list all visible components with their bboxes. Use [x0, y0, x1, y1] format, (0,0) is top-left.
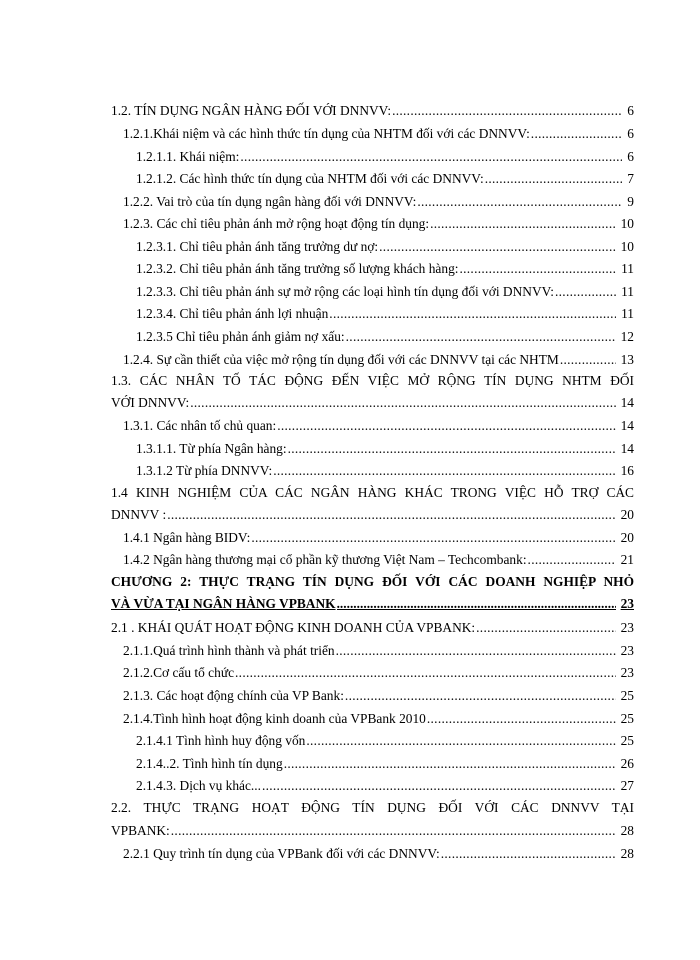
toc-entry[interactable]: [123, 126, 634, 142]
toc-entry-title: 1.2.3.4. Chỉ tiêu phản ánh lợi nhuận: [136, 306, 329, 321]
toc-entry-title: 2.1.1.Quá trình hình thành và phát triển: [123, 643, 335, 658]
toc-entry-title: 2.1.4.Tình hình hoạt động kinh doanh của VPBank 2010: [123, 711, 426, 726]
toc-entry[interactable]: [123, 418, 634, 434]
toc-entry-page: 6: [627, 103, 634, 118]
toc-entry[interactable]: [123, 846, 634, 862]
toc-entry[interactable]: [136, 239, 634, 255]
toc-entry[interactable]: [111, 823, 634, 839]
toc-entry-page: 6: [627, 149, 634, 164]
toc-entry-page: 11: [621, 306, 634, 321]
toc-entry-title: 1.2.3.2. Chỉ tiêu phản ánh tăng trưởng số lượng khách hàng:: [136, 261, 459, 276]
toc-entry[interactable]: [123, 530, 634, 546]
toc-entry[interactable]: [136, 306, 634, 322]
toc-entry-title: VÀ VỪA TẠI NGÂN HÀNG VPBANK: [111, 596, 336, 611]
toc-entry-title: 1.2.3.5 Chỉ tiêu phản ánh giảm nợ xấu:: [136, 329, 345, 344]
toc-entry[interactable]: [123, 216, 634, 232]
toc-entry-title-line1[interactable]: 1.3. CÁC NHÂN TỐ TÁC ĐỘNG ĐẾN VIỆC MỞ RỘNG TÍN DỤNG NHTM ĐỐI: [111, 373, 634, 388]
toc-entry-page: 11: [621, 261, 634, 276]
toc-entry-title: VỚI DNNVV:: [111, 395, 190, 410]
toc-entry-title: 1.2.2. Vai trò của tín dụng ngân hàng đối với DNNVV:: [123, 194, 417, 209]
toc-entry-title: 2.2.1 Quy trình tín dụng của VPBank đối với các DNNVV:: [123, 846, 440, 861]
toc-entry-title: 2.1.3. Các hoạt động chính của VP Bank:: [123, 688, 344, 703]
toc-entry[interactable]: [136, 329, 634, 345]
toc-entry[interactable]: [136, 171, 634, 187]
toc-entry[interactable]: [111, 620, 634, 636]
toc-entry-title: 1.2.1.Khái niệm và các hình thức tín dụng của NHTM đối với các DNNVV:: [123, 126, 530, 141]
toc-entry-page: 23: [620, 596, 634, 611]
toc-entry-title: 1.3.1.2 Từ phía DNNVV:: [136, 463, 273, 478]
toc-entry[interactable]: [123, 688, 634, 704]
toc-entry[interactable]: [111, 395, 634, 411]
toc-entry[interactable]: [111, 507, 634, 523]
toc-entry[interactable]: [123, 552, 634, 568]
toc-entry-title: 1.2.1.2. Các hình thức tín dụng của NHTM đối với các DNNVV:: [136, 171, 484, 186]
toc-entry[interactable]: [136, 778, 634, 794]
toc-entry[interactable]: [136, 733, 634, 749]
toc-entry-title: VPBANK:: [111, 823, 170, 838]
toc-entry-page: 25: [620, 688, 634, 703]
toc-entry[interactable]: [136, 284, 634, 300]
toc-entry[interactable]: [111, 103, 634, 119]
toc-entry-page: 11: [621, 284, 634, 299]
toc-entry-page: 9: [627, 194, 634, 209]
toc-entry-title-line1[interactable]: 2.2. THỰC TRẠNG HOẠT ĐỘNG TÍN DỤNG ĐỐI VỚI CÁC DNNVV TẠI: [111, 800, 634, 815]
toc-entry[interactable]: [136, 756, 634, 772]
toc-entry-title: 1.2.4. Sự cần thiết của việc mở rộng tín dụng đối với các DNNVV tại các NHTM: [123, 352, 559, 367]
toc-entry[interactable]: [123, 665, 634, 681]
toc-entry-title: DNNVV :: [111, 507, 167, 522]
toc-entry-page: 12: [620, 329, 634, 344]
chapter-heading-entry[interactable]: [111, 596, 634, 612]
toc-entry-title: 1.4.2 Ngân hàng thương mại cổ phần kỹ thương Việt Nam – Techcombank:: [123, 552, 527, 567]
toc-entry-title: 2.1.4.3. Dịch vụ khác...: [136, 778, 261, 793]
toc-entry-title-line1[interactable]: 1.4 KINH NGHIỆM CỦA CÁC NGÂN HÀNG KHÁC TRONG VIỆC HỖ TRỢ CÁC: [111, 485, 634, 500]
toc-entry-page: 7: [627, 171, 634, 186]
toc-entry[interactable]: [136, 463, 634, 479]
toc-entry-page: 21: [620, 552, 634, 567]
toc-entry-title: 2.1.2.Cơ cấu tổ chức: [123, 665, 235, 680]
toc-entry-title: 2.1.4..2. Tình hình tín dụng: [136, 756, 283, 771]
toc-entry-page: 23: [620, 665, 634, 680]
toc-entry-page: 13: [620, 352, 634, 367]
toc-entry-page: 20: [620, 507, 634, 522]
toc-entry-page: 20: [620, 530, 634, 545]
toc-entry-title: 1.2.3.1. Chỉ tiêu phản ánh tăng trưởng dư nợ:: [136, 239, 379, 254]
toc-entry-page: 16: [620, 463, 634, 478]
toc-entry-title: 1.3.1.1. Từ phía Ngân hàng:: [136, 441, 287, 456]
toc-entry-page: 14: [620, 418, 634, 433]
toc-entry-title: 1.2.3. Các chỉ tiêu phản ánh mở rộng hoạt động tín dụng:: [123, 216, 430, 231]
toc-entry[interactable]: [123, 194, 634, 210]
toc-entry-page: 28: [620, 846, 634, 861]
toc-entry-title: 1.2.3.3. Chỉ tiêu phản ánh sự mở rộng các loại hình tín dụng đối với DNNVV:: [136, 284, 555, 299]
toc-entry[interactable]: [123, 711, 634, 727]
toc-entry-title: 1.3.1. Các nhân tố chủ quan:: [123, 418, 277, 433]
toc-entry-page: 10: [620, 239, 634, 254]
toc-entry-page: 25: [620, 711, 634, 726]
toc-entry-page: 23: [620, 643, 634, 658]
toc-entry-title: 2.1 . KHÁI QUÁT HOẠT ĐỘNG KINH DOANH CỦA VPBANK:: [111, 620, 476, 635]
toc-entry-page: 28: [620, 823, 634, 838]
toc-entry-title: 1.2.1.1. Khái niệm:: [136, 149, 240, 164]
toc-entry-page: 25: [620, 733, 634, 748]
toc-entry[interactable]: [123, 352, 634, 368]
toc-entry-page: 27: [620, 778, 634, 793]
toc-entry-page: 10: [620, 216, 634, 231]
toc-entry-title: 2.1.4.1 Tình hình huy động vốn: [136, 733, 306, 748]
toc-entry-page: 14: [620, 395, 634, 410]
toc-entry[interactable]: [136, 261, 634, 277]
toc-entry-page: 23: [620, 620, 634, 635]
toc-entry-page: 14: [620, 441, 634, 456]
toc-entry-page: 26: [620, 756, 634, 771]
toc-entry[interactable]: [123, 643, 634, 659]
toc-entry-title: 1.4.1 Ngân hàng BIDV:: [123, 530, 251, 545]
chapter-heading-line1[interactable]: CHƯƠNG 2: THỰC TRẠNG TÍN DỤNG ĐỐI VỚI CÁC DOANH NGHIỆP NHỎ: [111, 574, 634, 589]
toc-entry-title: 1.2. TÍN DỤNG NGÂN HÀNG ĐỐI VỚI DNNVV:: [111, 103, 392, 118]
toc-entry[interactable]: [136, 149, 634, 165]
toc-entry[interactable]: [136, 441, 634, 457]
toc-entry-page: 6: [627, 126, 634, 141]
